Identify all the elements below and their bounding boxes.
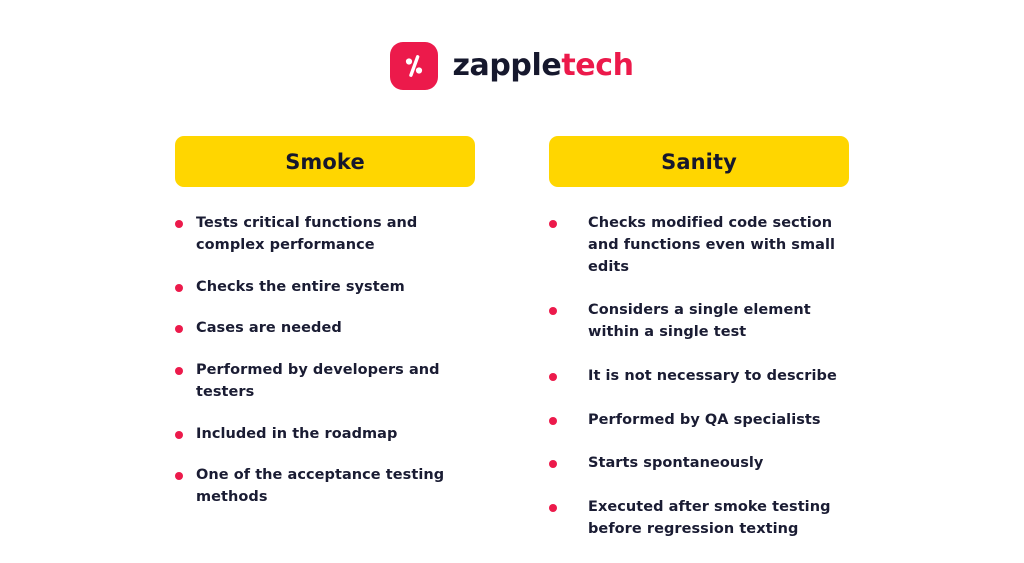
list-item	[175, 213, 475, 257]
bullet-icon	[549, 417, 557, 425]
list-item-label: Performed by developers and testers	[196, 362, 440, 400]
list-item-label: Performed by QA specialists	[588, 411, 821, 428]
list-item	[175, 465, 475, 509]
list-item	[549, 366, 849, 388]
list-item	[549, 410, 849, 432]
bullet-icon	[549, 220, 557, 228]
list-item	[549, 453, 849, 475]
list-item-label: Cases are needed	[196, 320, 342, 337]
bullet-icon	[175, 431, 183, 439]
list-item-label: Tests critical functions and complex performance	[196, 215, 418, 253]
brand-name-primary: zapple	[452, 48, 562, 83]
columns-container	[0, 136, 1024, 563]
list-item-label: Checks modified code section and functions even with small edits	[588, 215, 836, 275]
list-item	[549, 300, 849, 344]
list-sanity	[549, 213, 849, 541]
bullet-icon	[549, 504, 557, 512]
list-item-label: It is not necessary to describe	[588, 367, 837, 384]
bullet-icon	[175, 284, 183, 292]
zappletech-logo-icon	[390, 42, 438, 90]
list-item	[175, 277, 475, 299]
bullet-icon	[549, 307, 557, 315]
bullet-icon	[175, 220, 183, 228]
list-item-label: Included in the roadmap	[196, 425, 398, 442]
bullet-icon	[549, 460, 557, 468]
brand-name-secondary: tech	[561, 48, 634, 83]
bullet-icon	[549, 373, 557, 381]
column-header-sanity: Sanity	[549, 136, 849, 187]
list-item-label: Starts spontaneously	[588, 455, 764, 472]
list-item	[175, 318, 475, 340]
brand-wordmark	[452, 48, 634, 83]
brand-logo	[0, 0, 1024, 90]
list-item	[175, 360, 475, 404]
bullet-icon	[175, 325, 183, 333]
bullet-icon	[175, 367, 183, 375]
list-item	[549, 213, 849, 278]
list-item-label: Checks the entire system	[196, 278, 405, 295]
column-sanity	[549, 136, 849, 563]
column-smoke	[175, 136, 475, 563]
list-item-label: Considers a single element within a single test	[588, 302, 811, 340]
bullet-icon	[175, 472, 183, 480]
list-item-label: One of the acceptance testing methods	[196, 467, 445, 505]
list-smoke	[175, 213, 475, 509]
list-item	[175, 424, 475, 446]
list-item-label: Executed after smoke testing before regression texting	[588, 499, 831, 537]
column-header-smoke: Smoke	[175, 136, 475, 187]
list-item	[549, 497, 849, 541]
